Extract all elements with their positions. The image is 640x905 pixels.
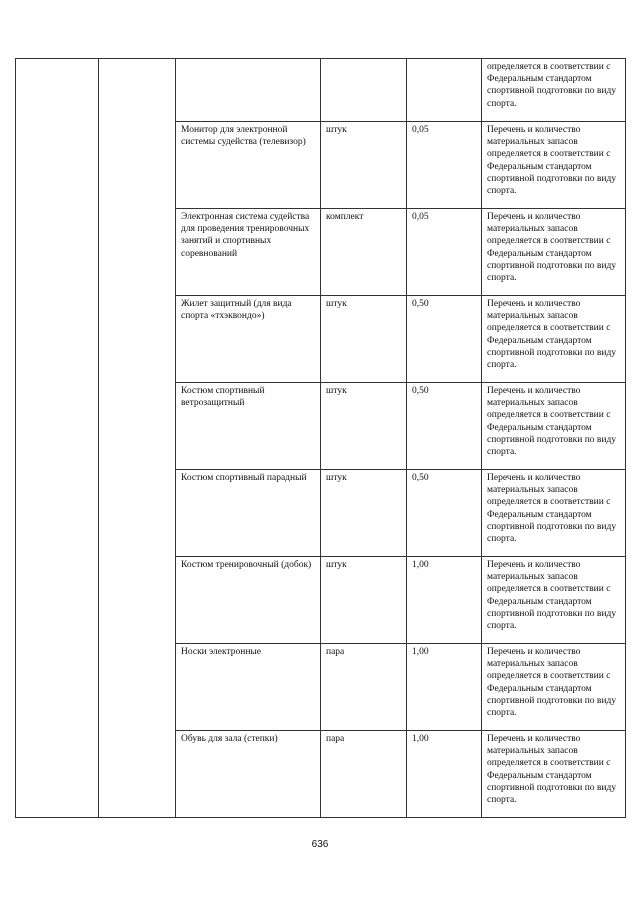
unit-cell: штук [321, 383, 407, 470]
quantity-cell: 1,00 [407, 731, 482, 818]
subsection-cell [99, 59, 176, 818]
unit-cell: пара [321, 644, 407, 731]
quantity-cell: 0,50 [407, 296, 482, 383]
unit-cell: комплект [321, 209, 407, 296]
table-row [16, 59, 626, 122]
quantity-cell: 1,00 [407, 557, 482, 644]
quantity-cell: 0,50 [407, 470, 482, 557]
item-name-cell: Носки электронные [176, 644, 321, 731]
unit-cell: штук [321, 470, 407, 557]
item-name-cell: Костюм спортивный парадный [176, 470, 321, 557]
note-cell: Перечень и количество материальных запасов определяется в соответствии с Федеральным стандартом спортивной подготовки по виду спорта. [482, 644, 626, 731]
quantity-cell: 0,05 [407, 122, 482, 209]
note-cell: Перечень и количество материальных запасов определяется в соответствии с Федеральным стандартом спортивной подготовки по виду спорта. [482, 296, 626, 383]
unit-cell [321, 59, 407, 122]
page-number: 636 [311, 839, 329, 850]
item-name-cell: Электронная система судейства для проведения тренировочных занятий и спортивных соревнований [176, 209, 321, 296]
quantity-cell [407, 59, 482, 122]
section-cell [16, 59, 99, 818]
note-cell: Перечень и количество материальных запасов определяется в соответствии с Федеральным стандартом спортивной подготовки по виду спорта. [482, 122, 626, 209]
unit-cell: штук [321, 122, 407, 209]
note-cell: Перечень и количество материальных запасов определяется в соответствии с Федеральным стандартом спортивной подготовки по виду спорта. [482, 470, 626, 557]
item-name-cell: Костюм тренировочный (добок) [176, 557, 321, 644]
note-cell: определяется в соответствии с Федеральным стандартом спортивной подготовки по виду спорта. [482, 59, 626, 122]
item-name-cell: Обувь для зала (степки) [176, 731, 321, 818]
quantity-cell: 0,05 [407, 209, 482, 296]
quantity-cell: 1,00 [407, 644, 482, 731]
item-name-cell: Костюм спортивный ветрозащитный [176, 383, 321, 470]
note-cell: Перечень и количество материальных запасов определяется в соответствии с Федеральным стандартом спортивной подготовки по виду спорта. [482, 731, 626, 818]
quantity-cell: 0,50 [407, 383, 482, 470]
unit-cell: штук [321, 557, 407, 644]
item-name-cell: Жилет защитный (для вида спорта «тхэквондо») [176, 296, 321, 383]
unit-cell: штук [321, 296, 407, 383]
note-cell: Перечень и количество материальных запасов определяется в соответствии с Федеральным стандартом спортивной подготовки по виду спорта. [482, 557, 626, 644]
item-name-cell: Монитор для электронной системы судейства (телевизор) [176, 122, 321, 209]
note-cell: Перечень и количество материальных запасов определяется в соответствии с Федеральным стандартом спортивной подготовки по виду спорта. [482, 383, 626, 470]
note-cell: Перечень и количество материальных запасов определяется в соответствии с Федеральным стандартом спортивной подготовки по виду спорта. [482, 209, 626, 296]
materials-table [15, 58, 626, 818]
item-name-cell [176, 59, 321, 122]
unit-cell: пара [321, 731, 407, 818]
